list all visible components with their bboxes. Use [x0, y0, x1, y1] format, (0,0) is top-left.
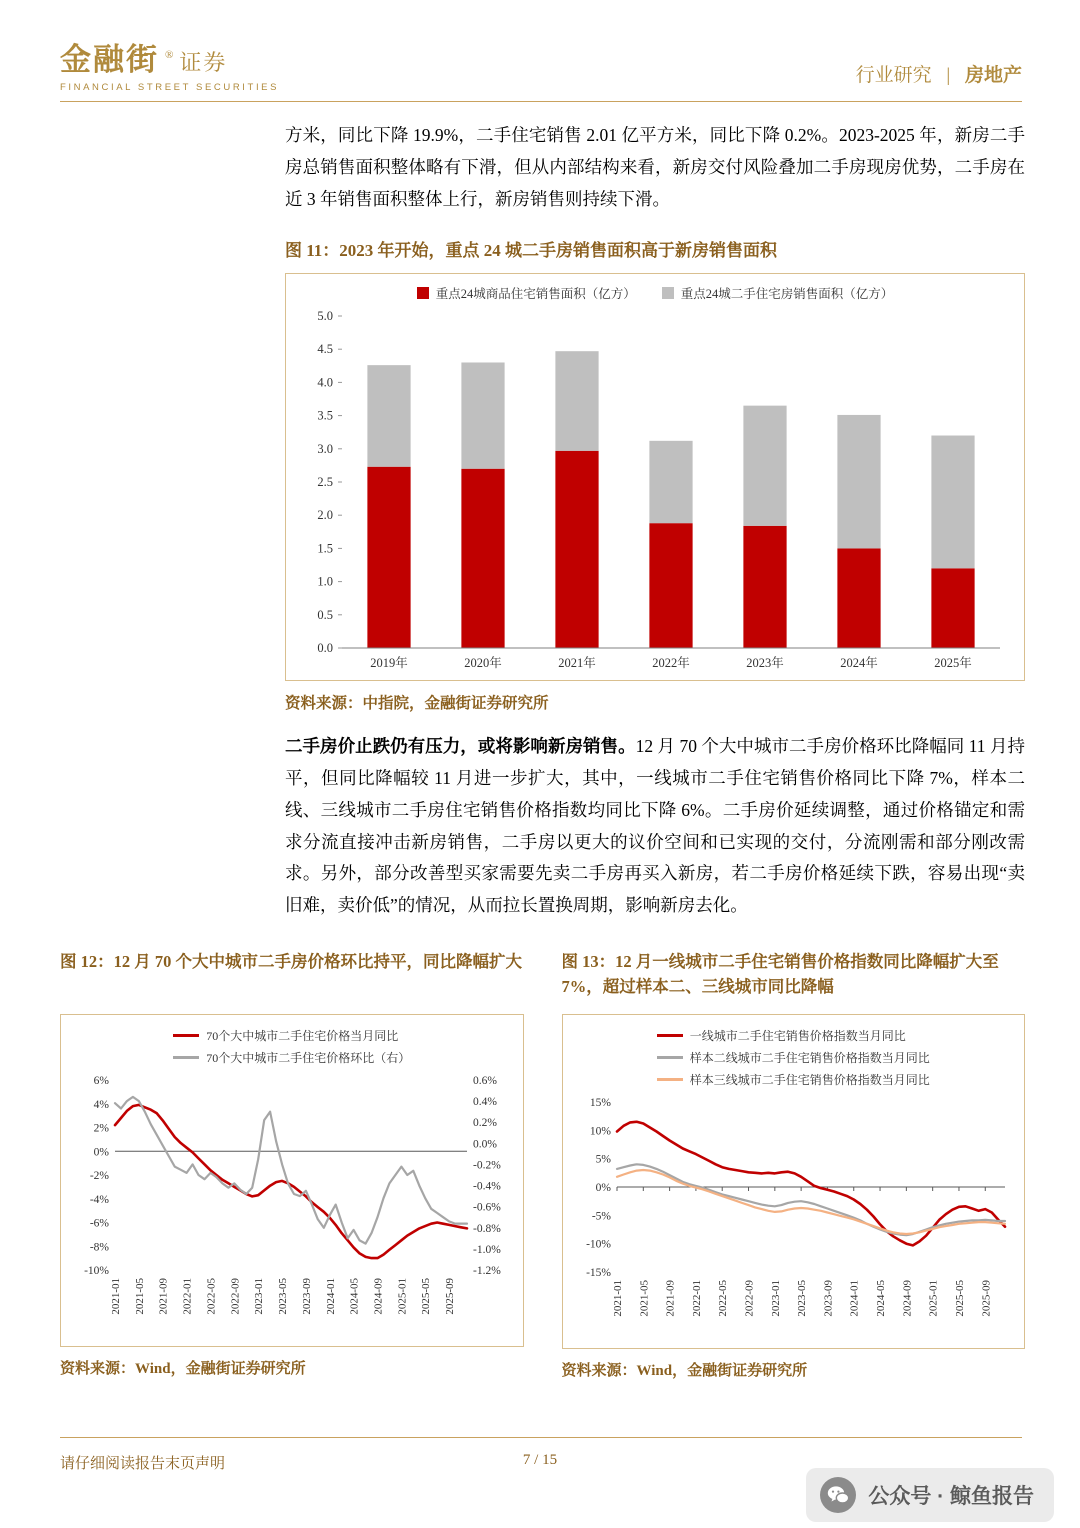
svg-text:4%: 4% [93, 1098, 109, 1111]
legend-label: 70个大中城市二手住宅价格当月同比 [206, 1029, 399, 1044]
svg-text:2025-05: 2025-05 [420, 1278, 433, 1315]
svg-text:2024年: 2024年 [840, 656, 878, 671]
svg-text:6%: 6% [93, 1075, 109, 1088]
figure12-chart-box [60, 1014, 524, 1347]
analysis-paragraph-rest: 12 月 70 个大中城市二手房价格环比降幅同 11 月持平，但同比降幅较 11 月进一步扩大，其中，一线城市二手住宅销售价格同比下降 7%，样本二线、三线城市二手房住宅销售价格指数均同比下降 6%。二手房价延续调整，通过价格锚定和需求分流直接冲击新房销售，二手房以更大的议价空间和已实现的交付，分流刚需和部分刚改需求。另外，部分改善型买家需要先卖二手房再买入新房，若二手房价格延续下跌，容易出现“卖旧难，卖价低”的情况，从而拉长置换周期，影响新房去化。 [285, 736, 1025, 916]
svg-text:2025-05: 2025-05 [953, 1280, 966, 1317]
svg-text:2023-01: 2023-01 [769, 1280, 782, 1317]
figure11-source: 资料来源：中指院，金融街证券研究所 [285, 695, 549, 713]
svg-text:2023-09: 2023-09 [821, 1280, 834, 1317]
svg-text:5.0: 5.0 [317, 309, 333, 324]
svg-text:-2%: -2% [89, 1170, 109, 1183]
figure12-chart [69, 1072, 515, 1344]
svg-text:1.5: 1.5 [317, 541, 333, 556]
figure13-chart-box [562, 1014, 1026, 1349]
svg-text:2021-09: 2021-09 [664, 1280, 677, 1317]
svg-text:-6%: -6% [89, 1217, 109, 1230]
header-rule [60, 101, 1022, 102]
svg-text:2023-05: 2023-05 [795, 1280, 808, 1317]
svg-text:2021-01: 2021-01 [110, 1278, 122, 1315]
legend-label: 重点24城二手住宅房销售面积（亿方） [680, 287, 894, 302]
svg-text:-0.4%: -0.4% [473, 1180, 501, 1193]
legend-swatch [662, 287, 674, 299]
figure12-title: 图 12：12 月 70 个大中城市二手房价格环比持平，同比降幅扩大 [60, 952, 522, 972]
svg-text:2024-05: 2024-05 [874, 1280, 887, 1317]
legend-swatch [657, 1056, 683, 1059]
legend-swatch [417, 287, 429, 299]
research-type-label: 行业研究 [855, 65, 932, 86]
svg-text:2021-01: 2021-01 [611, 1280, 624, 1317]
legend-swatch [657, 1078, 683, 1081]
svg-text:-10%: -10% [84, 1265, 109, 1278]
footer-disclaimer: 请仔细阅读报告末页声明 [60, 1456, 226, 1472]
svg-text:2021年: 2021年 [558, 656, 596, 671]
industry-label: 房地产 [964, 65, 1022, 86]
svg-text:-4%: -4% [89, 1193, 109, 1206]
legend-item [657, 1027, 906, 1044]
svg-text:5%: 5% [595, 1153, 611, 1166]
legend-item [662, 284, 894, 302]
svg-text:0.2%: 0.2% [473, 1117, 497, 1130]
legend-label: 70个大中城市二手住宅价格环比（右） [206, 1051, 411, 1066]
legend-swatch [173, 1034, 199, 1037]
svg-text:2025-01: 2025-01 [396, 1278, 409, 1315]
svg-text:0.5: 0.5 [317, 607, 333, 622]
report-category [856, 60, 1022, 93]
svg-text:2025-01: 2025-01 [927, 1280, 940, 1317]
svg-text:3.0: 3.0 [317, 441, 333, 456]
svg-text:-8%: -8% [89, 1241, 109, 1254]
svg-text:0.6%: 0.6% [473, 1075, 497, 1088]
svg-text:4.0: 4.0 [317, 375, 333, 390]
svg-text:-1.0%: -1.0% [473, 1243, 501, 1256]
legend-label: 样本三线城市二手住宅销售价格指数当月同比 [689, 1073, 930, 1088]
legend-label: 样本二线城市二手住宅销售价格指数当月同比 [689, 1051, 930, 1066]
svg-text:2019年: 2019年 [370, 656, 408, 671]
svg-text:2021-09: 2021-09 [157, 1278, 170, 1315]
figure13-source: 资料来源：Wind，金融街证券研究所 [561, 1363, 808, 1380]
svg-text:2.5: 2.5 [317, 475, 333, 490]
legend-label: 一线城市二手住宅销售价格指数当月同比 [689, 1029, 906, 1044]
page-number: 7 / 15 [522, 1452, 558, 1468]
svg-text:-10%: -10% [585, 1238, 611, 1251]
svg-text:2022-05: 2022-05 [205, 1278, 218, 1315]
svg-text:1.0: 1.0 [317, 574, 333, 589]
svg-text:2024-09: 2024-09 [372, 1278, 385, 1315]
logo-cn-text: 金融街 [60, 42, 159, 77]
figure12-legend [173, 1027, 410, 1066]
legend-item [173, 1049, 410, 1066]
report-header [0, 0, 1080, 101]
intro-paragraph: 方米，同比下降 19.9%，二手住宅销售 2.01 亿平方米，同比下降 0.2%。2023-2025 年，新房二手房总销售面积整体略有下滑，但从内部结构来看，新房交付风险叠加二手房现房优势，二手房在近 3 年销售面积整体上行，新房销售则持续下滑。 [285, 125, 1025, 209]
svg-text:15%: 15% [589, 1097, 611, 1110]
analysis-paragraph [285, 731, 1025, 922]
svg-text:2025-09: 2025-09 [444, 1278, 457, 1315]
wechat-label: 公众号 · 鲸鱼报告 [868, 1485, 1034, 1508]
figure13-block [562, 950, 1026, 1380]
registered-mark: ® [165, 49, 174, 61]
svg-text:0.4%: 0.4% [473, 1096, 497, 1109]
figure11-title: 图 11：2023 年开始，重点 24 城二手房销售面积高于新房销售面积 [285, 240, 778, 260]
svg-text:-0.6%: -0.6% [473, 1201, 501, 1214]
legend-item [417, 284, 636, 302]
brand-logo [60, 34, 279, 93]
figure11-block [285, 238, 1025, 714]
legend-swatch [657, 1034, 683, 1037]
svg-text:-0.2%: -0.2% [473, 1159, 501, 1172]
logo-suffix-text: 证券 [179, 50, 228, 75]
figure11-chart-box [285, 273, 1025, 681]
svg-text:2021-05: 2021-05 [637, 1280, 650, 1317]
legend-item [657, 1049, 930, 1066]
svg-text:0%: 0% [595, 1182, 611, 1195]
logo-english-text: FINANCIAL STREET SECURITIES [60, 82, 280, 93]
svg-text:2021-05: 2021-05 [133, 1278, 146, 1315]
svg-text:2022-09: 2022-09 [229, 1278, 242, 1315]
header-divider: | [946, 65, 951, 86]
svg-text:2023年: 2023年 [746, 656, 784, 671]
figure13-title: 图 13：12 月一线城市二手住宅销售价格指数同比降幅扩大至 7%，超过样本二、三线城市同比降幅 [561, 952, 999, 996]
figure12-block [60, 950, 524, 1380]
svg-text:2023-05: 2023-05 [277, 1278, 290, 1315]
svg-text:-5%: -5% [591, 1210, 611, 1223]
svg-text:2024-05: 2024-05 [348, 1278, 361, 1315]
svg-text:2.0: 2.0 [317, 508, 333, 523]
svg-text:0%: 0% [93, 1146, 109, 1159]
svg-text:2023-09: 2023-09 [300, 1278, 313, 1315]
svg-text:2025年: 2025年 [934, 656, 972, 671]
svg-text:4.5: 4.5 [317, 342, 333, 357]
legend-item [173, 1027, 398, 1044]
wechat-icon [820, 1477, 856, 1513]
svg-text:2024-09: 2024-09 [900, 1280, 913, 1317]
svg-text:10%: 10% [589, 1125, 611, 1138]
figure11-chart [294, 306, 1016, 678]
figure13-legend [657, 1027, 930, 1088]
svg-text:2022年: 2022年 [652, 656, 690, 671]
svg-text:2022-05: 2022-05 [716, 1280, 729, 1317]
svg-text:3.5: 3.5 [317, 408, 333, 423]
svg-text:2022-09: 2022-09 [743, 1280, 756, 1317]
legend-label: 重点24城商品住宅销售面积（亿方） [435, 287, 636, 302]
svg-text:2023-01: 2023-01 [253, 1278, 266, 1315]
svg-text:2022-01: 2022-01 [690, 1280, 703, 1317]
analysis-paragraph-lead: 二手房价止跌仍有压力，或将影响新房销售。 [285, 736, 636, 757]
svg-text:-1.2%: -1.2% [473, 1265, 501, 1278]
svg-text:2024-01: 2024-01 [848, 1280, 861, 1317]
wechat-watermark [806, 1468, 1054, 1522]
svg-text:2020年: 2020年 [464, 656, 502, 671]
figure-row [60, 950, 1025, 1380]
legend-swatch [173, 1056, 199, 1059]
legend-item [657, 1071, 930, 1088]
svg-text:2%: 2% [93, 1122, 109, 1135]
svg-text:2025-09: 2025-09 [979, 1280, 992, 1317]
footer-rule [60, 1437, 1022, 1438]
figure13-chart [571, 1094, 1017, 1346]
svg-text:0.0: 0.0 [317, 641, 333, 656]
svg-text:-15%: -15% [585, 1267, 611, 1280]
svg-text:-0.8%: -0.8% [473, 1222, 501, 1235]
svg-text:2022-01: 2022-01 [181, 1278, 194, 1315]
svg-text:0.0%: 0.0% [473, 1138, 497, 1151]
figure11-legend [294, 284, 1016, 302]
figure12-source: 资料来源：Wind，金融街证券研究所 [60, 1361, 306, 1378]
svg-text:2024-01: 2024-01 [324, 1278, 337, 1315]
